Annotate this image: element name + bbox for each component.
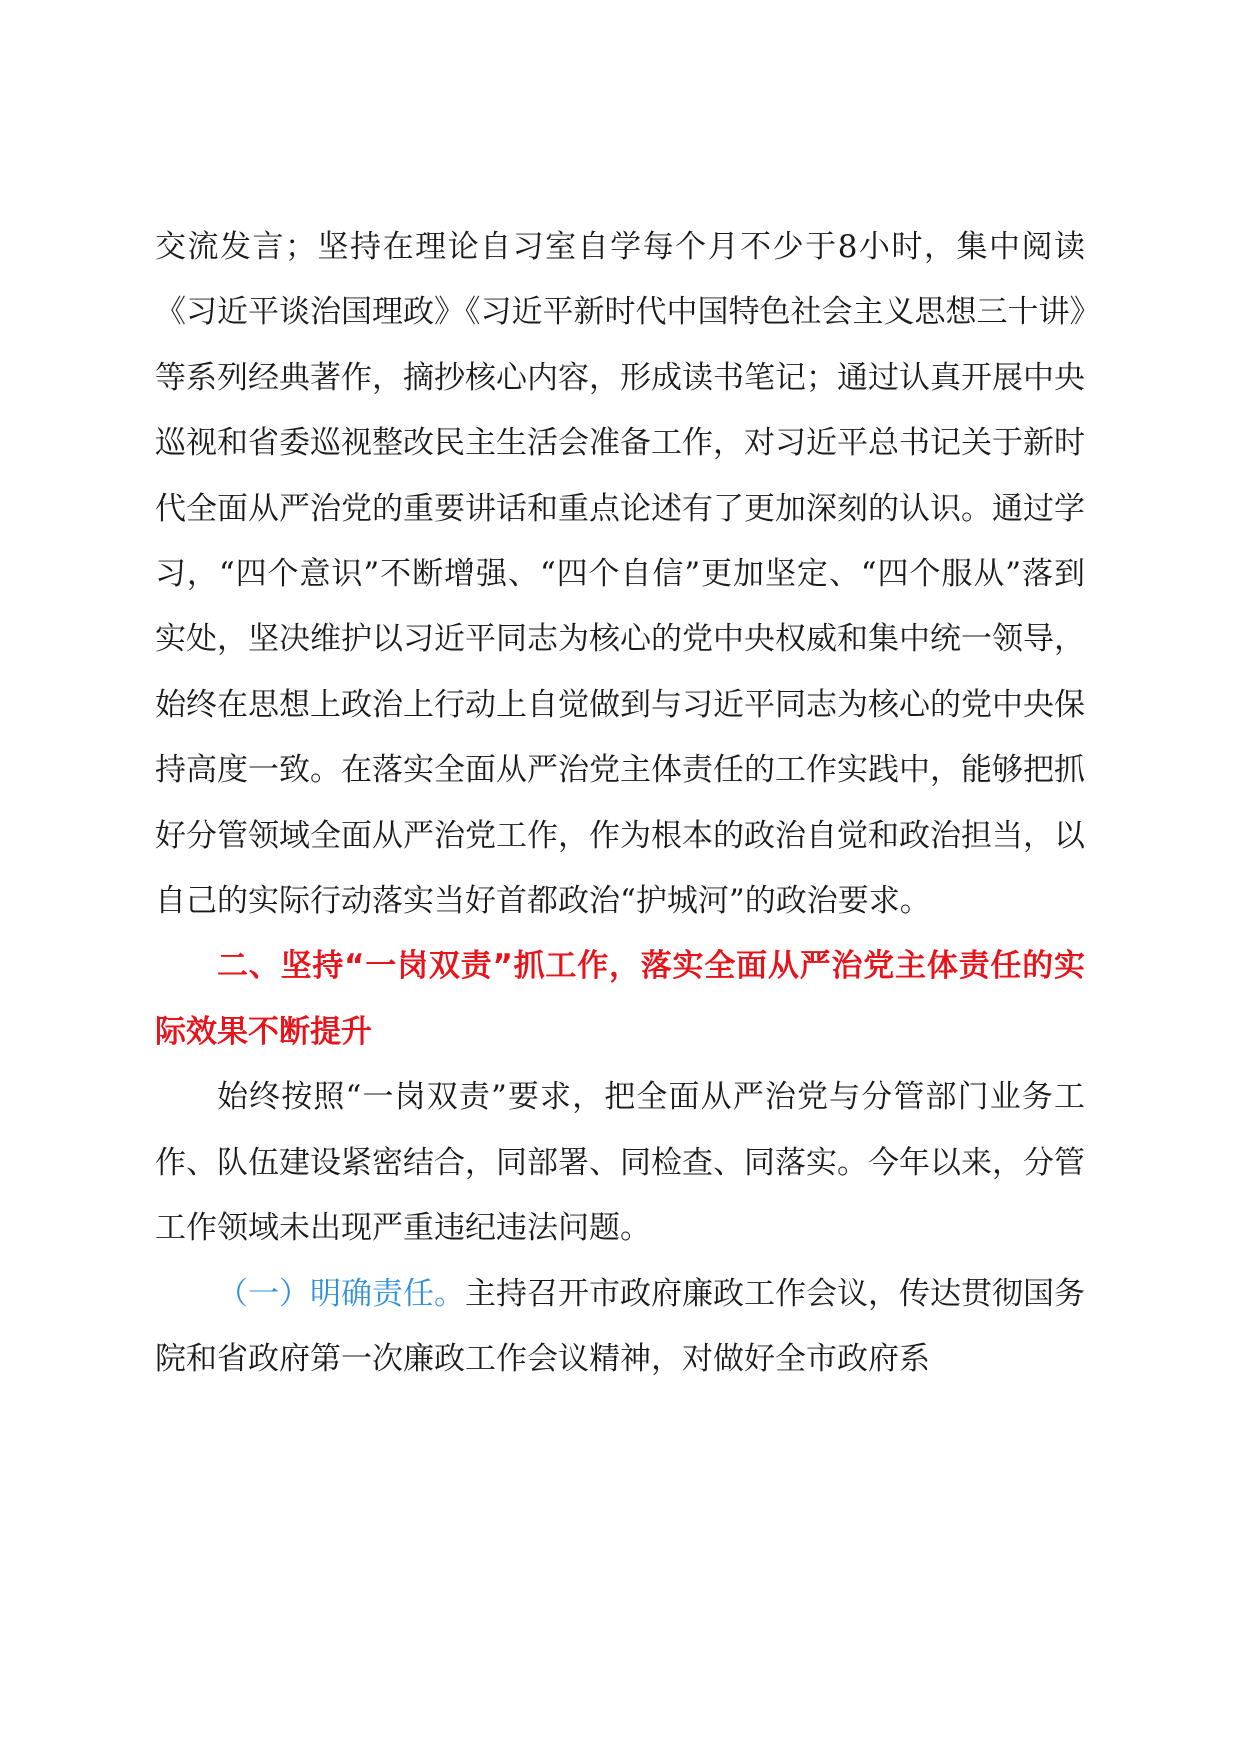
section-heading: 二、坚持“一岗双责”抓工作，落实全面从严治党主体责任的实际效果不断提升 bbox=[155, 948, 1085, 1050]
document-page bbox=[155, 215, 1085, 1392]
body-paragraph: 交流发言；坚持在理论自习室自学每个月不少于8小时，集中阅读《习近平谈治国理政》《习近平新时代中国特色社会主义思想三十讲》等系列经典著作，摘抄核心内容，形成读书笔记；通过认真开展中央巡视和省委巡视整改民主生活会准备工作，对习近平总书记关于新时代全面从严治党的重要讲话和重点论述有了更加深刻的认识。通过学习，“四个意识”不断增强、“四个自信”更加坚定、“四个服从”落到实处，坚决维护以习近平同志为核心的党中央权威和集中统一领导，始终在思想上政治上行动上自觉做到与习近平同志为核心的党中央保持高度一致。在落实全面从严治党主体责任的工作实践中，能够把抓好分管领域全面从严治党工作，作为根本的政治自觉和政治担当，以自己的实际行动落实当好首都政治“护城河”的政治要求。 bbox=[155, 229, 1085, 920]
body-paragraph: 始终按照“一岗双责”要求，把全面从严治党与分管部门业务工作、队伍建设紧密结合，同部署、同检查、同落实。今年以来，分管工作领域未出现严重违纪违法问题。 bbox=[155, 1079, 1085, 1247]
body-text: 主持召开市政府廉政工作会议，传达贯彻国务院和省政府第一次廉政工作会议精神，对做好全市政府系 bbox=[155, 1275, 1085, 1377]
body-paragraph bbox=[155, 1262, 1085, 1393]
sub-heading: （一）明确责任。 bbox=[217, 1275, 465, 1312]
